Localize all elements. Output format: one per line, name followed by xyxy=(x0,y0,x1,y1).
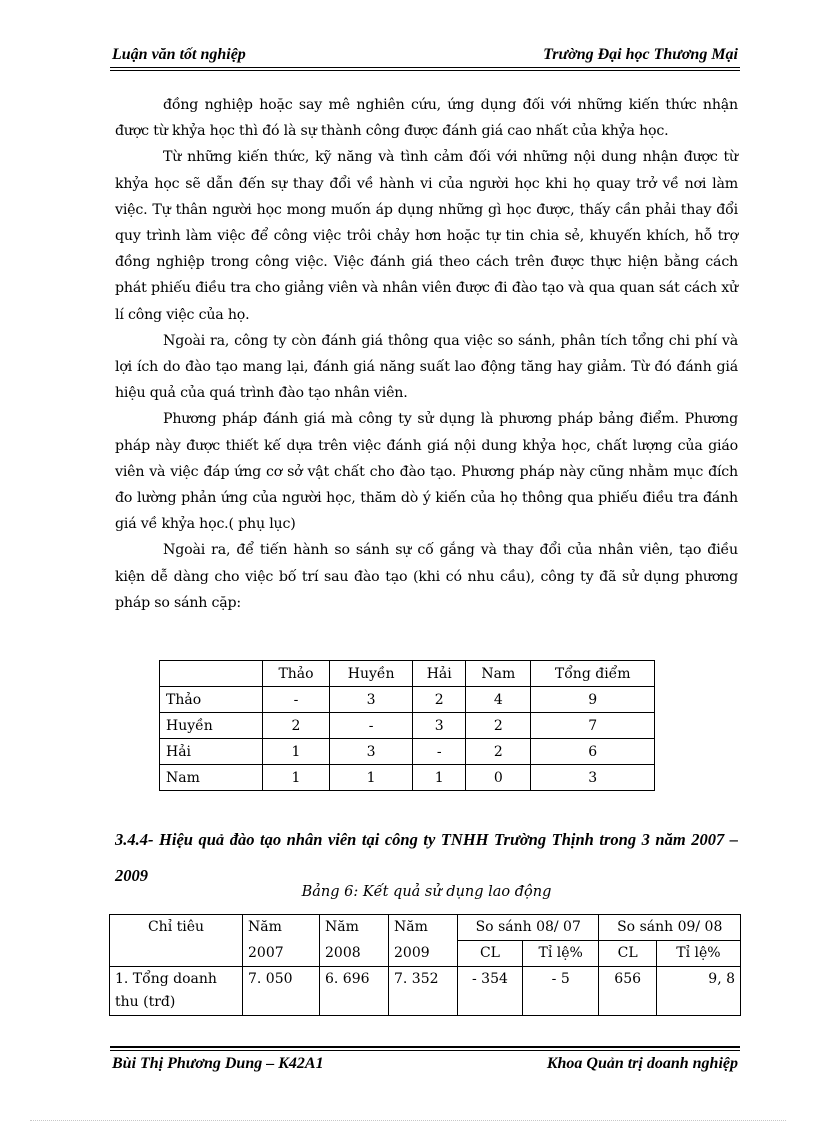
header-compare-08-07: So sánh 08/ 07 xyxy=(458,915,599,941)
table-cell: 2 xyxy=(466,739,531,765)
footer-rule-thick xyxy=(110,1046,740,1048)
footer-author: Bùi Thị Phương Dung – K42A1 xyxy=(112,1055,324,1072)
table-row xyxy=(160,739,655,765)
table-cell: 4 xyxy=(466,687,531,713)
table-cell: 1 xyxy=(413,765,466,791)
table-cell: - xyxy=(263,687,330,713)
page-footer xyxy=(112,1055,738,1073)
table-header-row xyxy=(160,661,655,687)
table-cell: - 5 xyxy=(522,967,599,1016)
table-cell: 9, 8 xyxy=(656,967,740,1016)
header-year: 2007 xyxy=(243,941,320,967)
table-cell: 9 xyxy=(531,687,655,713)
table-cell: - xyxy=(330,713,413,739)
header-indicator: Chỉ tiêu xyxy=(110,915,243,967)
table-cell: 3 xyxy=(531,765,655,791)
table-cell: 7 xyxy=(531,713,655,739)
paragraph: Phương pháp đánh giá mà công ty sử dụng là phương pháp bảng điểm. Phương pháp này được thiết kế dựa trên việc đánh giá nội dung khỷa học, chất lượng của giáo viên và việc đáp ứng cơ sở vật chất cho đào tạo. Phương pháp này cũng nhằm mục đích đo lường phản ứng của người học, thăm dò ý kiến của họ thông qua phiếu điều tra đánh giá về khỷa học.( phụ lục) xyxy=(115,411,738,533)
table-header-cell: Huyền xyxy=(330,661,413,687)
table-cell: - 354 xyxy=(458,967,523,1016)
table-cell: 3 xyxy=(330,687,413,713)
table-cell: 3 xyxy=(413,713,466,739)
table-header-row xyxy=(110,915,741,941)
table-header-cell: Nam xyxy=(466,661,531,687)
table-cell: 3 xyxy=(330,739,413,765)
header-rule-thin xyxy=(110,70,740,71)
page-header xyxy=(112,46,738,64)
table-cell: 2 xyxy=(413,687,466,713)
table-header-cell xyxy=(160,661,263,687)
pair-comparison-table xyxy=(159,660,655,791)
table-header-cell: Thảo xyxy=(263,661,330,687)
table-caption: Bảng 6: Kết quả sử dụng lao động xyxy=(301,884,552,900)
table-cell: 1 xyxy=(330,765,413,791)
table-cell: 2 xyxy=(263,713,330,739)
paragraph: Ngoài ra, công ty còn đánh giá thông qua việc so sánh, phân tích tổng chi phí và lợi ích do đào tạo mang lại, đánh giá năng suất lao động tăng hay giảm. Từ đó đánh giá hiệu quả của quá trình đào tạo nhân viên. xyxy=(115,332,738,402)
body-text xyxy=(115,92,738,616)
page-edge-divider xyxy=(30,1120,786,1121)
header-year-label: Năm xyxy=(243,915,320,941)
header-year-label: Năm xyxy=(320,915,389,941)
header-university: Trường Đại học Thương Mại xyxy=(543,46,738,63)
table-cell: Thảo xyxy=(160,687,263,713)
row-label: 1. Tổng doanh thu (trđ) xyxy=(110,967,243,1016)
footer-rule-thin xyxy=(110,1050,740,1051)
header-rule-thick xyxy=(110,67,740,68)
header-year: 2008 xyxy=(320,941,389,967)
table-cell: Huyền xyxy=(160,713,263,739)
header-cl: CL xyxy=(599,941,656,967)
table-cell: Nam xyxy=(160,765,263,791)
paragraph: Ngoài ra, để tiến hành so sánh sự cố gắng và thay đổi của nhân viên, tạo điều kiện dễ dàng cho việc bố trí sau đào tạo (khi có nhu cầu), công ty đã sử dụng phương pháp so sánh cặp: xyxy=(115,542,738,611)
header-compare-09-08: So sánh 09/ 08 xyxy=(599,915,741,941)
table-cell: 6 xyxy=(531,739,655,765)
table-cell: 7. 050 xyxy=(243,967,320,1016)
table-header-cell: Hải xyxy=(413,661,466,687)
table-header-cell: Tổng điểm xyxy=(531,661,655,687)
section-heading: 3.4.4- Hiệu quả đào tạo nhân viên tại công ty TNHH Trường Thịnh trong 3 năm 2007 – 2009 xyxy=(115,830,738,885)
table-row xyxy=(110,967,741,1016)
table-row xyxy=(160,687,655,713)
header-year-label: Năm xyxy=(389,915,458,941)
footer-department: Khoa Quản trị doanh nghiệp xyxy=(546,1055,738,1072)
table-cell: 7. 352 xyxy=(389,967,458,1016)
paragraph: Từ những kiến thức, kỹ năng và tình cảm đối với những nội dung nhận được từ khỷa học sẽ dẫn đến sự thay đổi về hành vi của người học khi họ quay trở về nơi làm việc. Tự thân người học mong muốn áp dụng những gì học được, thấy cần phải thay đổi quy trình làm việc để công việc trôi chảy hơn hoặc tự tin chia sẻ, khuyến khích, hỗ trợ đồng nghiệp trong công việc. Việc đánh giá theo cách trên được thực hiện bằng cách phát phiếu điều tra cho giảng viên và nhân viên được đi đào tạo và qua quan sát cách xử lí công việc của họ. xyxy=(115,149,738,323)
table-cell: 2 xyxy=(466,713,531,739)
table-cell: - xyxy=(413,739,466,765)
table-row xyxy=(160,765,655,791)
header-year: 2009 xyxy=(389,941,458,967)
table-row xyxy=(160,713,655,739)
header-cl: CL xyxy=(458,941,523,967)
header-thesis-title: Luận văn tốt nghiệp xyxy=(112,46,246,63)
table-cell: 656 xyxy=(599,967,656,1016)
paragraph: đồng nghiệp hoặc say mê nghiên cứu, ứng dụng đối với những kiến thức nhận được từ khỷa học thì đó là sự thành công được đánh giá cao nhất của khỷa học. xyxy=(115,97,738,140)
header-ratio: Tỉ lệ% xyxy=(656,941,740,967)
table-cell: 6. 696 xyxy=(320,967,389,1016)
table-cell: 1 xyxy=(263,765,330,791)
table-cell: 0 xyxy=(466,765,531,791)
results-table xyxy=(109,914,741,1016)
table-cell: Hải xyxy=(160,739,263,765)
table-cell: 1 xyxy=(263,739,330,765)
header-ratio: Tỉ lệ% xyxy=(522,941,599,967)
